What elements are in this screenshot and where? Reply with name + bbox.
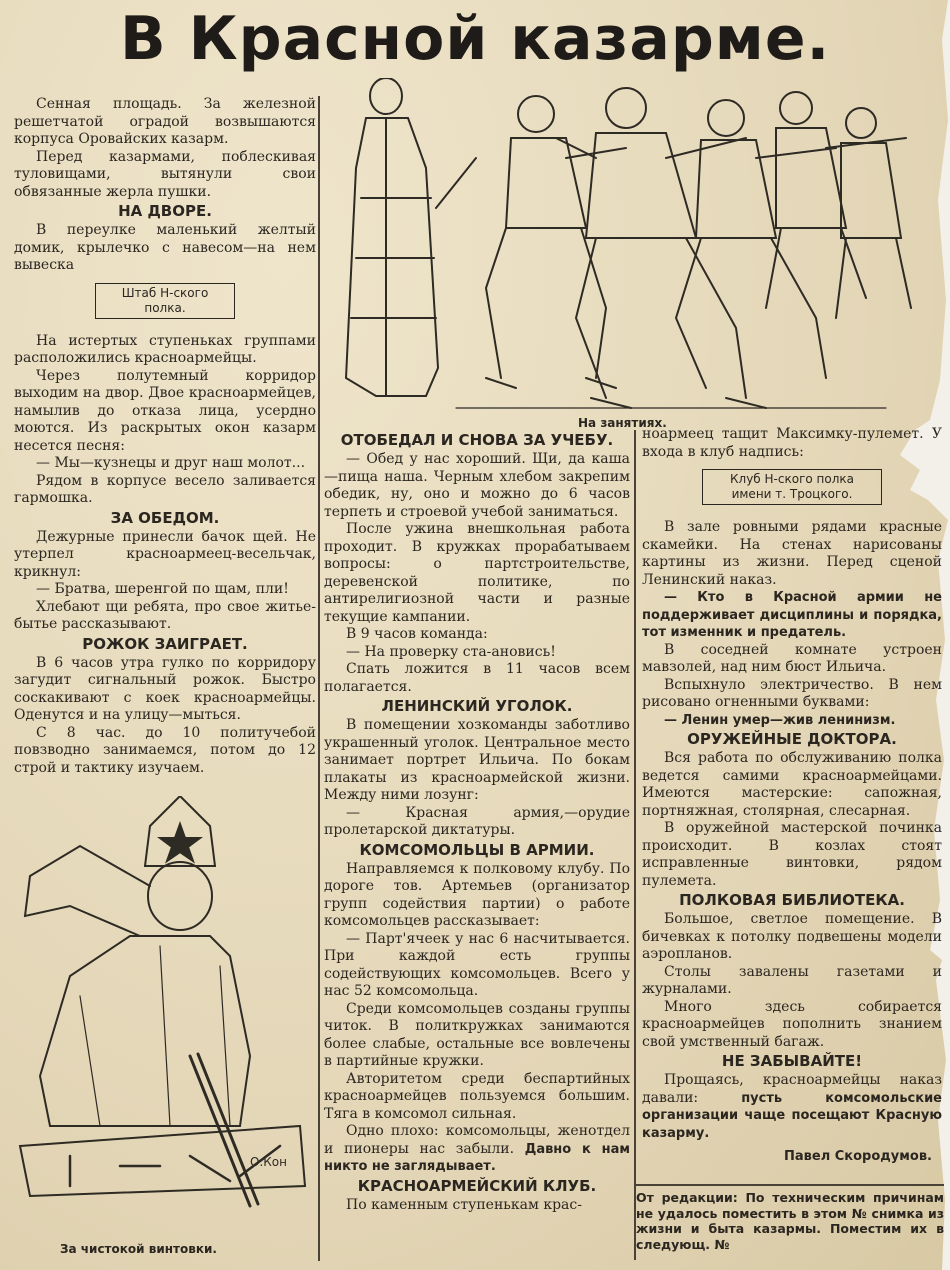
paragraph: Столы завалены газетами и журналами.: [642, 963, 942, 997]
soldier-face: [148, 862, 212, 930]
soldier-1: [436, 96, 626, 388]
paragraph: В 6 часов утра гулко по корридору загудит сигнальный рожок. Быстро соскакивают с коек красноармейцы. Оденутся и на улицу—мыться.: [14, 654, 316, 723]
soldier-body: [40, 936, 250, 1126]
paragraph-text: Прощаясь, красноармейцы наказ давали:: [642, 1072, 942, 1106]
illustration-signature: О.Кон: [250, 1155, 287, 1169]
author-signature: Павел Скородумов.: [784, 1149, 932, 1164]
column-2: [324, 430, 630, 1214]
sign-line: Штаб Н-ского: [121, 285, 209, 300]
note-rule: [636, 1184, 944, 1186]
paragraph: [324, 1123, 630, 1176]
paragraph: Большое, светлое помещение. В бичевках к потолку подвешены модели аэропланов.: [642, 911, 942, 962]
paragraph: В помещении хозкоманды заботливо украшенный уголок. Центральное место занимает портрет Ильича. По бокам плакаты из красноармейской жизни. Между ними лозунг:: [324, 717, 630, 803]
paragraph: — Кто в Красной армии не поддерживает дисциплины и порядка, тот изменник и предатель.: [642, 590, 942, 640]
paragraph: В оружейной мастерской починка происходит. В козлах стоят исправленные винтовки, рядом пулемета.: [642, 820, 942, 889]
paragraph-text: Одно плохо: комсомольцы, женотдел и пионеры нас забыли.: [324, 1123, 630, 1157]
paragraph: Направляемся к полковому клубу. По дороге тов. Артемьев (организатор групп содействия партии) о работе комсомольцев рассказывает:: [324, 860, 630, 929]
soldier-arm: [25, 846, 150, 936]
section-heading: РОЖОК ЗАИГРАЕТ.: [82, 634, 248, 653]
bottom-illustration-caption: За чистокой винтовки.: [60, 1242, 217, 1256]
editorial-note: От редакции: По техническим причинам не удалось поместить в этом № снимка из жизни и быта казармы. Поместим их в следующ. №: [636, 1190, 944, 1252]
paragraph: В переулке маленький желтый домик, крылечко с навесом—на нем вывеска: [14, 222, 316, 273]
paragraph: Много здесь собирается красноармейцев пополнить знанием свой умственный багаж.: [642, 998, 942, 1050]
paragraph: Авторитетом среди беспартийных красноармейцев пользуемся большим. Тяга в комсомол сильная.: [324, 1070, 630, 1122]
paragraph: — Мы—кузнецы и друг наш молот...: [36, 455, 306, 471]
soldier-3: [676, 100, 836, 388]
paragraph: — На проверку ста-ановись!: [346, 643, 556, 660]
paragraph: — Красная армия,—орудие пролетарской диктатуры.: [324, 804, 630, 838]
hq-sign: [95, 283, 235, 319]
paragraph: Перед казармами, поблескивая туловищами, вытянули свои обвязанные жерла пушки.: [14, 148, 316, 200]
club-sign: [702, 469, 882, 505]
paragraph: На истертых ступеньках группами расположились красноармейцы.: [14, 332, 316, 366]
column-1: [14, 96, 316, 777]
paragraph: Через полутемный корридор выходим на двор. Двое красноармейцев, намылив до отказа лица, усердно моются. Из раскрытых окон казарм несется песня:: [14, 367, 316, 454]
section-heading: ЛЕНИНСКИЙ УГОЛОК.: [381, 697, 573, 715]
paragraph: ноармеец тащит Максимку-пулемет. У входа в клуб надпись:: [642, 426, 942, 460]
woman-head: [370, 78, 402, 114]
soldier-4: [766, 92, 906, 308]
red-star-icon: [160, 824, 200, 861]
paragraph: — Парт'ячеек у нас 6 насчитывается. При каждой есть группы содействующих комсомольцев. Всего у нас 52 комсомольца.: [324, 930, 630, 999]
paragraph: — Братва, шеренгой по щам, пли!: [36, 581, 289, 597]
paragraph-bold: Давно к нам никто не заглядывает.: [324, 1141, 630, 1174]
column-rule: [318, 96, 320, 1261]
section-heading: ОТОБЕДАЛ И СНОВА ЗА УЧЕБУ.: [340, 431, 614, 449]
drill-illustration: [326, 78, 918, 418]
paragraph: Хлебают щи ребята, про свое житье-бытье рассказывают.: [14, 598, 316, 632]
paragraph: Среди комсомольцев созданы группы читок. В политкружках занимаются более слабые, остальные все вовлечены в партийные кружки.: [324, 1000, 630, 1069]
section-heading: ПОЛКОВАЯ БИБЛИОТЕКА.: [679, 891, 905, 909]
paragraph: Рядом в корпусе весело заливается гармошка.: [14, 472, 316, 506]
paragraph: Вспыхнуло электричество. В нем рисовано огненными буквами:: [642, 676, 942, 710]
paragraph: — Обед у нас хороший. Щи, да каша—пища наша. Черным хлебом закрепим обедик, ну, оно и можно до 6 часов терпеть и строевой учебой заниматься.: [324, 451, 630, 520]
paragraph: С 8 час. до 10 политучебой повзводно занимаемся, потом до 12 строй и тактику изучаем.: [14, 724, 316, 776]
column-3: [642, 426, 942, 1166]
sign-line: Клуб Н-ского полка: [730, 472, 854, 486]
column-rule: [634, 430, 636, 1260]
section-heading: КОМСОМОЛЬЦЫ В АРМИИ.: [359, 840, 595, 859]
section-heading: ОРУЖЕЙНЫЕ ДОКТОРА.: [687, 730, 897, 748]
sign-line: полка.: [144, 300, 186, 315]
rifle-cleaning-illustration: [10, 796, 310, 1236]
paragraph: Дежурные принесли бачок щей. Не утерпел красноармеец-весельчак, крикнул:: [14, 528, 316, 580]
paragraph: В 9 часов команда:: [346, 626, 488, 642]
sign-line: имени т. Троцкого.: [731, 487, 853, 501]
paragraph: После ужина внешкольная работа проходит. В кружках прорабатываем вопросы: о партстроительстве, деревенской политике, по антирелигиозной части и разные текущие кампании.: [324, 521, 630, 625]
section-heading: ЗА ОБЕДОМ.: [110, 508, 220, 527]
section-heading: КРАСНОАРМЕЙСКИЙ КЛУБ.: [357, 1176, 597, 1195]
section-heading: НА ДВОРЕ.: [118, 202, 212, 220]
paragraph: [642, 1072, 942, 1142]
top-illustration-caption: На занятиях.: [578, 416, 667, 430]
paragraph: Вся работа по обслуживанию полка ведется самими красноармейцами. Имеются мастерские: сапожная, портняжная, столярная, слесарная.: [642, 750, 942, 819]
paragraph-bold: пусть комсомольские организации чаще посещают Красную казарму.: [642, 1090, 942, 1141]
paragraph: В соседней комнате устроен мавзолей, над ним бюст Ильича.: [642, 641, 942, 675]
paragraph: Спать ложится в 11 часов всем полагается.: [324, 661, 630, 695]
paragraph: По каменным ступенькам крас-: [346, 1196, 582, 1213]
paragraph: В зале ровными рядами красные скамейки. На стенах нарисованы картины из жизни. Перед сценой Ленинский наказ.: [642, 519, 942, 588]
section-heading: НЕ ЗАБЫВАЙТЕ!: [721, 1052, 863, 1070]
paragraph: Сенная площадь. За железной решетчатой оградой возвышаются корпуса Оровайских казарм.: [14, 96, 316, 147]
headline: В Красной казарме.: [120, 4, 831, 74]
paragraph: — Ленин умер—жив ленинизм.: [664, 712, 896, 728]
